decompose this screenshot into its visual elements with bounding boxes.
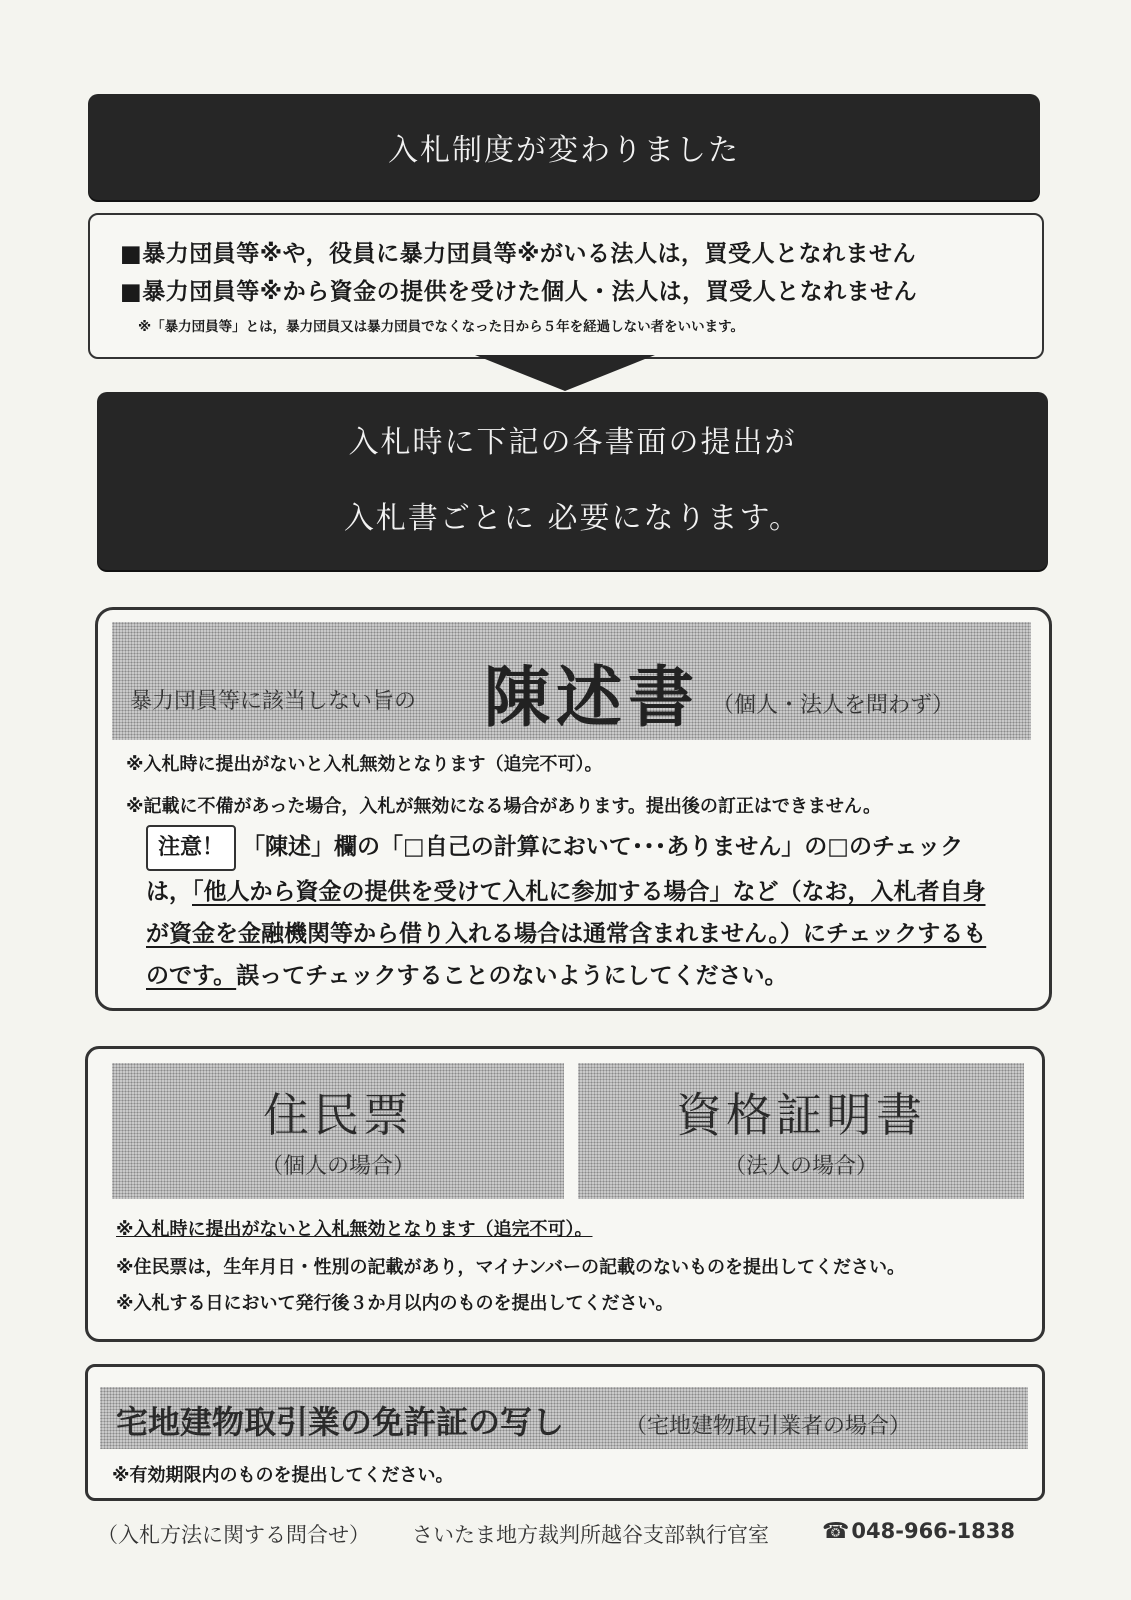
rule-line-1: ■暴力団員等※や，役員に暴力団員等※がいる法人は，買受人となれません — [120, 241, 916, 267]
statement-header — [112, 622, 1031, 740]
documents-note-2: ※住民票は，生年月日・性別の記載があり，マイナンバーの記載のないものを提出してください。 — [116, 1257, 905, 1278]
license-note: ※有効期限内のものを提出してください。 — [112, 1465, 454, 1486]
rules-box — [88, 213, 1044, 359]
phone-number: 048-966-1838 — [851, 1519, 1015, 1543]
documents-box — [85, 1046, 1045, 1342]
license-box — [85, 1364, 1045, 1501]
rules-footnote: ※「暴力団員等」とは，暴力団員又は暴力団員でなくなった日から５年を経過しない者をいいます。 — [138, 319, 745, 335]
caution-block — [146, 825, 1006, 997]
license-scope: （宅地建物取引業者の場合） — [625, 1414, 912, 1439]
statement-title: 陳述書 — [484, 659, 700, 736]
caution-badge: 注意！ — [146, 825, 236, 871]
resident-card-cell — [112, 1063, 564, 1199]
caution-text-1: 「陳述」欄の「□自己の計算において･･･ありません」の□のチェックは， — [146, 834, 964, 905]
down-arrow-icon — [475, 355, 655, 391]
telephone-icon: ☎ — [822, 1519, 850, 1544]
license-header — [100, 1387, 1028, 1449]
documents-note-3: ※入札する日において発行後３か月以内のものを提出してください。 — [116, 1293, 674, 1314]
resident-card-sub: （個人の場合） — [260, 1154, 415, 1179]
rule-line-2: ■暴力団員等※から資金の提供を受けた個人・法人は，買受人となれません — [120, 279, 918, 305]
qualification-cert-cell — [578, 1063, 1024, 1199]
statement-box — [95, 607, 1052, 1011]
inquiry-label: （入札方法に関する問合せ） — [97, 1523, 370, 1547]
statement-scope: （個人・法人を問わず） — [712, 693, 955, 718]
documents-note-1: ※入札時に提出がないと入札無効となります（追完不可）。 — [116, 1219, 593, 1240]
requirement-line-2: 入札書ごとに 必要になります。 — [343, 501, 802, 536]
qualification-cert-title: 資格証明書 — [676, 1088, 926, 1142]
statement-note-1: ※入札時に提出がないと入札無効となります（追完不可）。 — [126, 754, 603, 775]
resident-card-title: 住民票 — [263, 1088, 413, 1142]
requirement-banner — [97, 392, 1048, 570]
caution-text-3: 誤ってチェックすることのないようにしてください。 — [236, 963, 788, 989]
headline-banner — [88, 94, 1040, 200]
inquiry-phone — [822, 1519, 1015, 1544]
caution-text-2: 「他人から資金の提供を受けて入札に参加する場合」など（なお，入札者自身が資金を金融機関等から借り入れる場合は通常含まれません。）にチェックするものです。 — [146, 879, 987, 989]
requirement-line-1: 入札時に下記の各書面の提出が — [348, 425, 797, 460]
statement-note-2: ※記載に不備があった場合，入札が無効になる場合があります。提出後の訂正はできません。 — [126, 796, 881, 817]
statement-prefix: 暴力団員等に該当しない旨の — [130, 689, 417, 714]
qualification-cert-sub: （法人の場合） — [723, 1154, 878, 1179]
license-title: 宅地建物取引業の免許証の写し — [116, 1403, 565, 1441]
inquiry-office: さいたま地方裁判所越谷支部執行官室 — [412, 1523, 769, 1547]
headline-text: 入札制度が変わりました — [388, 133, 740, 168]
